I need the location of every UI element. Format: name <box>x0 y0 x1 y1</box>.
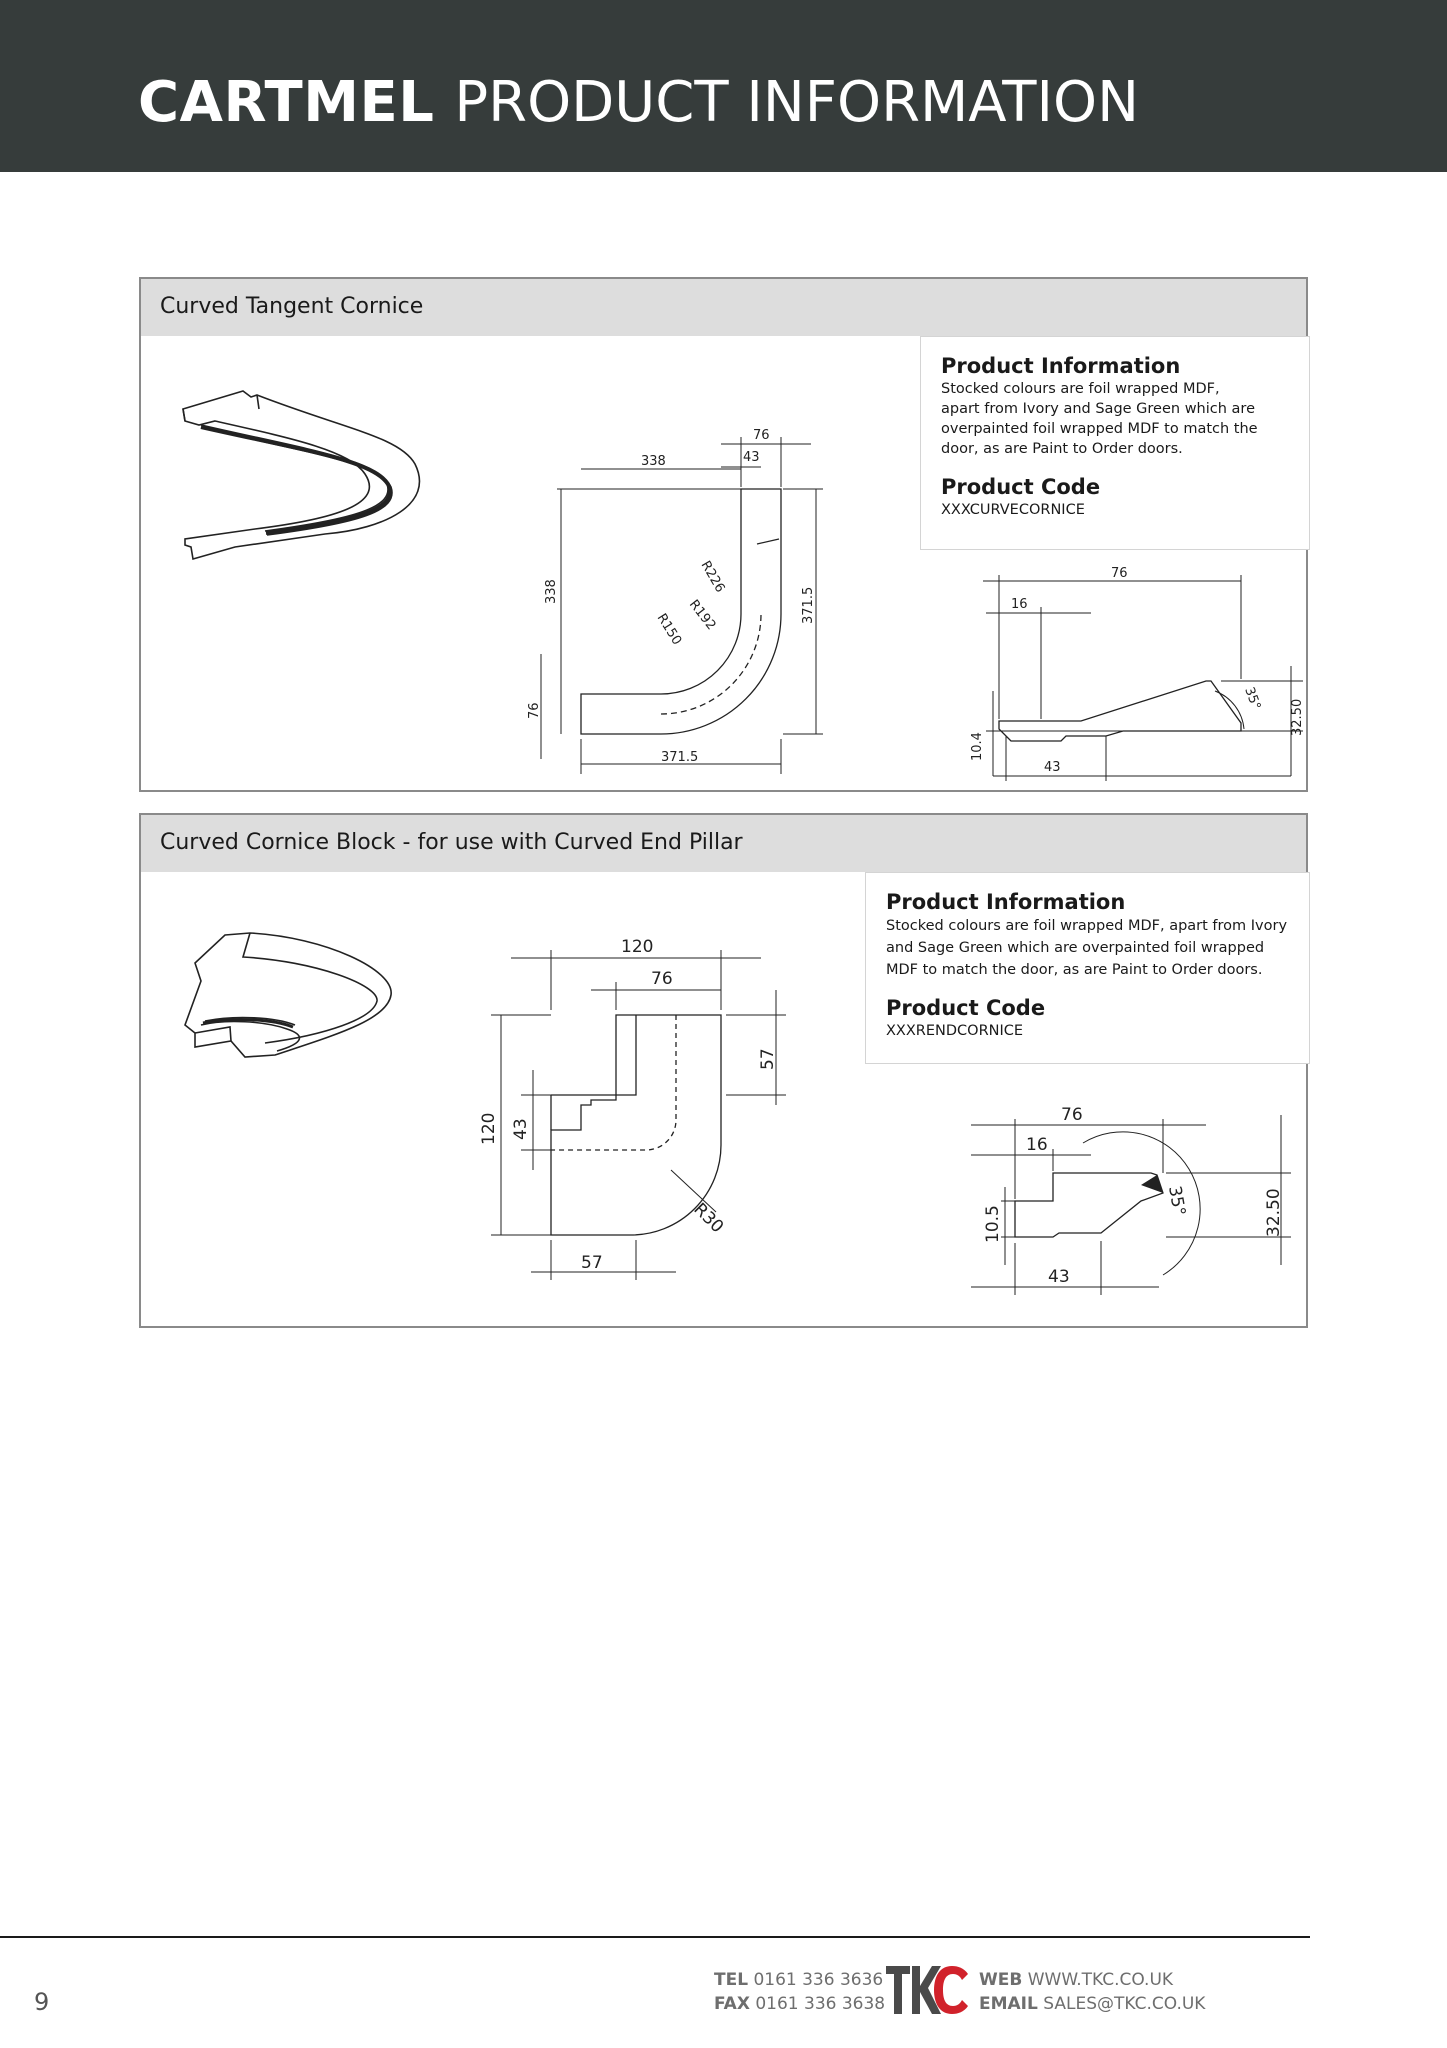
product-info-line: door, as are Paint to Order doors. <box>941 441 1183 457</box>
tkc-logo <box>884 1964 970 2016</box>
dim-block-profile-10-5: 10.5 <box>983 1205 1003 1243</box>
web-label: WEB <box>979 1970 1023 1990</box>
title-brand: CARTMEL <box>138 70 435 135</box>
dim-profile-16: 16 <box>1011 597 1028 612</box>
product-code: XXXCURVECORNICE <box>941 502 1085 518</box>
dim-block-profile-76: 76 <box>1061 1105 1083 1125</box>
dim-plan-76-top: 76 <box>753 428 770 443</box>
product-info-heading: Product Information <box>886 890 1126 914</box>
product-info-line: Stocked colours are foil wrapped MDF, apart from Ivory <box>886 918 1288 934</box>
dim-plan-r226: R226 <box>697 558 728 596</box>
panel-curved-tangent-cornice <box>139 277 1308 792</box>
product-info-line: MDF to match the door, as are Paint to Order doors. <box>886 962 1263 978</box>
dim-profile-43: 43 <box>1044 760 1061 775</box>
cornice-3d-illustration <box>155 369 535 589</box>
cornice-block-3d-illustration <box>155 925 415 1105</box>
product-info-box <box>865 872 1310 1064</box>
dim-block-57-height: 57 <box>758 1048 778 1070</box>
panel-title: Curved Cornice Block - for use with Curved End Pillar <box>160 830 743 855</box>
cornice-block-profile-drawing <box>941 1075 1311 1315</box>
fax-label: FAX <box>714 1994 750 2014</box>
fax-number: 0161 336 3638 <box>755 1994 886 2014</box>
product-code-heading: Product Code <box>886 996 1046 1020</box>
dim-block-120-height: 120 <box>479 1112 499 1145</box>
page-number: 9 <box>34 1988 50 2016</box>
footer-web-block <box>979 1968 1205 2016</box>
dim-plan-r192: R192 <box>685 597 719 634</box>
dim-plan-43: 43 <box>743 450 760 465</box>
page-title <box>138 68 1139 138</box>
product-code-heading: Product Code <box>941 475 1101 499</box>
product-code: XXXRENDCORNICE <box>886 1023 1024 1039</box>
dim-profile-76: 76 <box>1111 566 1128 581</box>
dim-block-r30: R30 <box>689 1199 728 1238</box>
product-info-line: Stocked colours are foil wrapped MDF, <box>941 381 1220 397</box>
panel-title-bar <box>141 815 1306 872</box>
dim-block-profile-angle: 35° <box>1164 1184 1190 1218</box>
product-info-line: and Sage Green which are overpainted foil wrapped <box>886 940 1265 956</box>
dim-plan-371-bottom: 371.5 <box>661 750 699 765</box>
dim-block-120-width: 120 <box>621 937 654 957</box>
panel-title: Curved Tangent Cornice <box>160 294 424 319</box>
cornice-plan-drawing <box>521 399 861 779</box>
product-info-line: overpainted foil wrapped MDF to match the <box>941 421 1258 437</box>
page-header <box>0 0 1447 172</box>
dim-plan-338-width: 338 <box>641 454 666 469</box>
dim-profile-angle: 35° <box>1241 685 1264 713</box>
email-address[interactable]: SALES@TKC.CO.UK <box>1043 1994 1206 2014</box>
dim-block-profile-32-50: 32.50 <box>1264 1188 1284 1237</box>
panel-curved-cornice-block <box>139 813 1308 1328</box>
product-info-box <box>920 336 1310 550</box>
panel-title-bar <box>141 279 1306 336</box>
dim-profile-10-4: 10.4 <box>970 732 985 761</box>
dim-block-profile-16: 16 <box>1026 1135 1048 1155</box>
dim-block-43: 43 <box>511 1118 531 1140</box>
dim-block-76: 76 <box>651 969 673 989</box>
dim-profile-32-50: 32.50 <box>1290 698 1305 736</box>
dim-plan-r150: R150 <box>653 611 685 648</box>
dim-block-57-width: 57 <box>581 1253 603 1273</box>
product-info-heading: Product Information <box>941 354 1181 378</box>
tel-number: 0161 336 3636 <box>753 1970 884 1990</box>
dim-block-profile-43: 43 <box>1048 1267 1070 1287</box>
footer-rule <box>0 1936 1310 1938</box>
title-subtitle: PRODUCT INFORMATION <box>454 70 1139 135</box>
dim-plan-371-height: 371.5 <box>801 586 816 624</box>
cornice-block-plan-drawing <box>461 920 841 1310</box>
tel-label: TEL <box>714 1970 749 1990</box>
dim-plan-338-height: 338 <box>544 579 559 604</box>
product-info-line: apart from Ivory and Sage Green which are <box>941 401 1255 417</box>
footer-phone-block <box>714 1968 885 2016</box>
web-address[interactable]: WWW.TKC.CO.UK <box>1027 1970 1174 1990</box>
email-label: EMAIL <box>979 1994 1038 2014</box>
dim-plan-76-left: 76 <box>527 702 542 719</box>
cornice-profile-drawing <box>911 561 1311 791</box>
